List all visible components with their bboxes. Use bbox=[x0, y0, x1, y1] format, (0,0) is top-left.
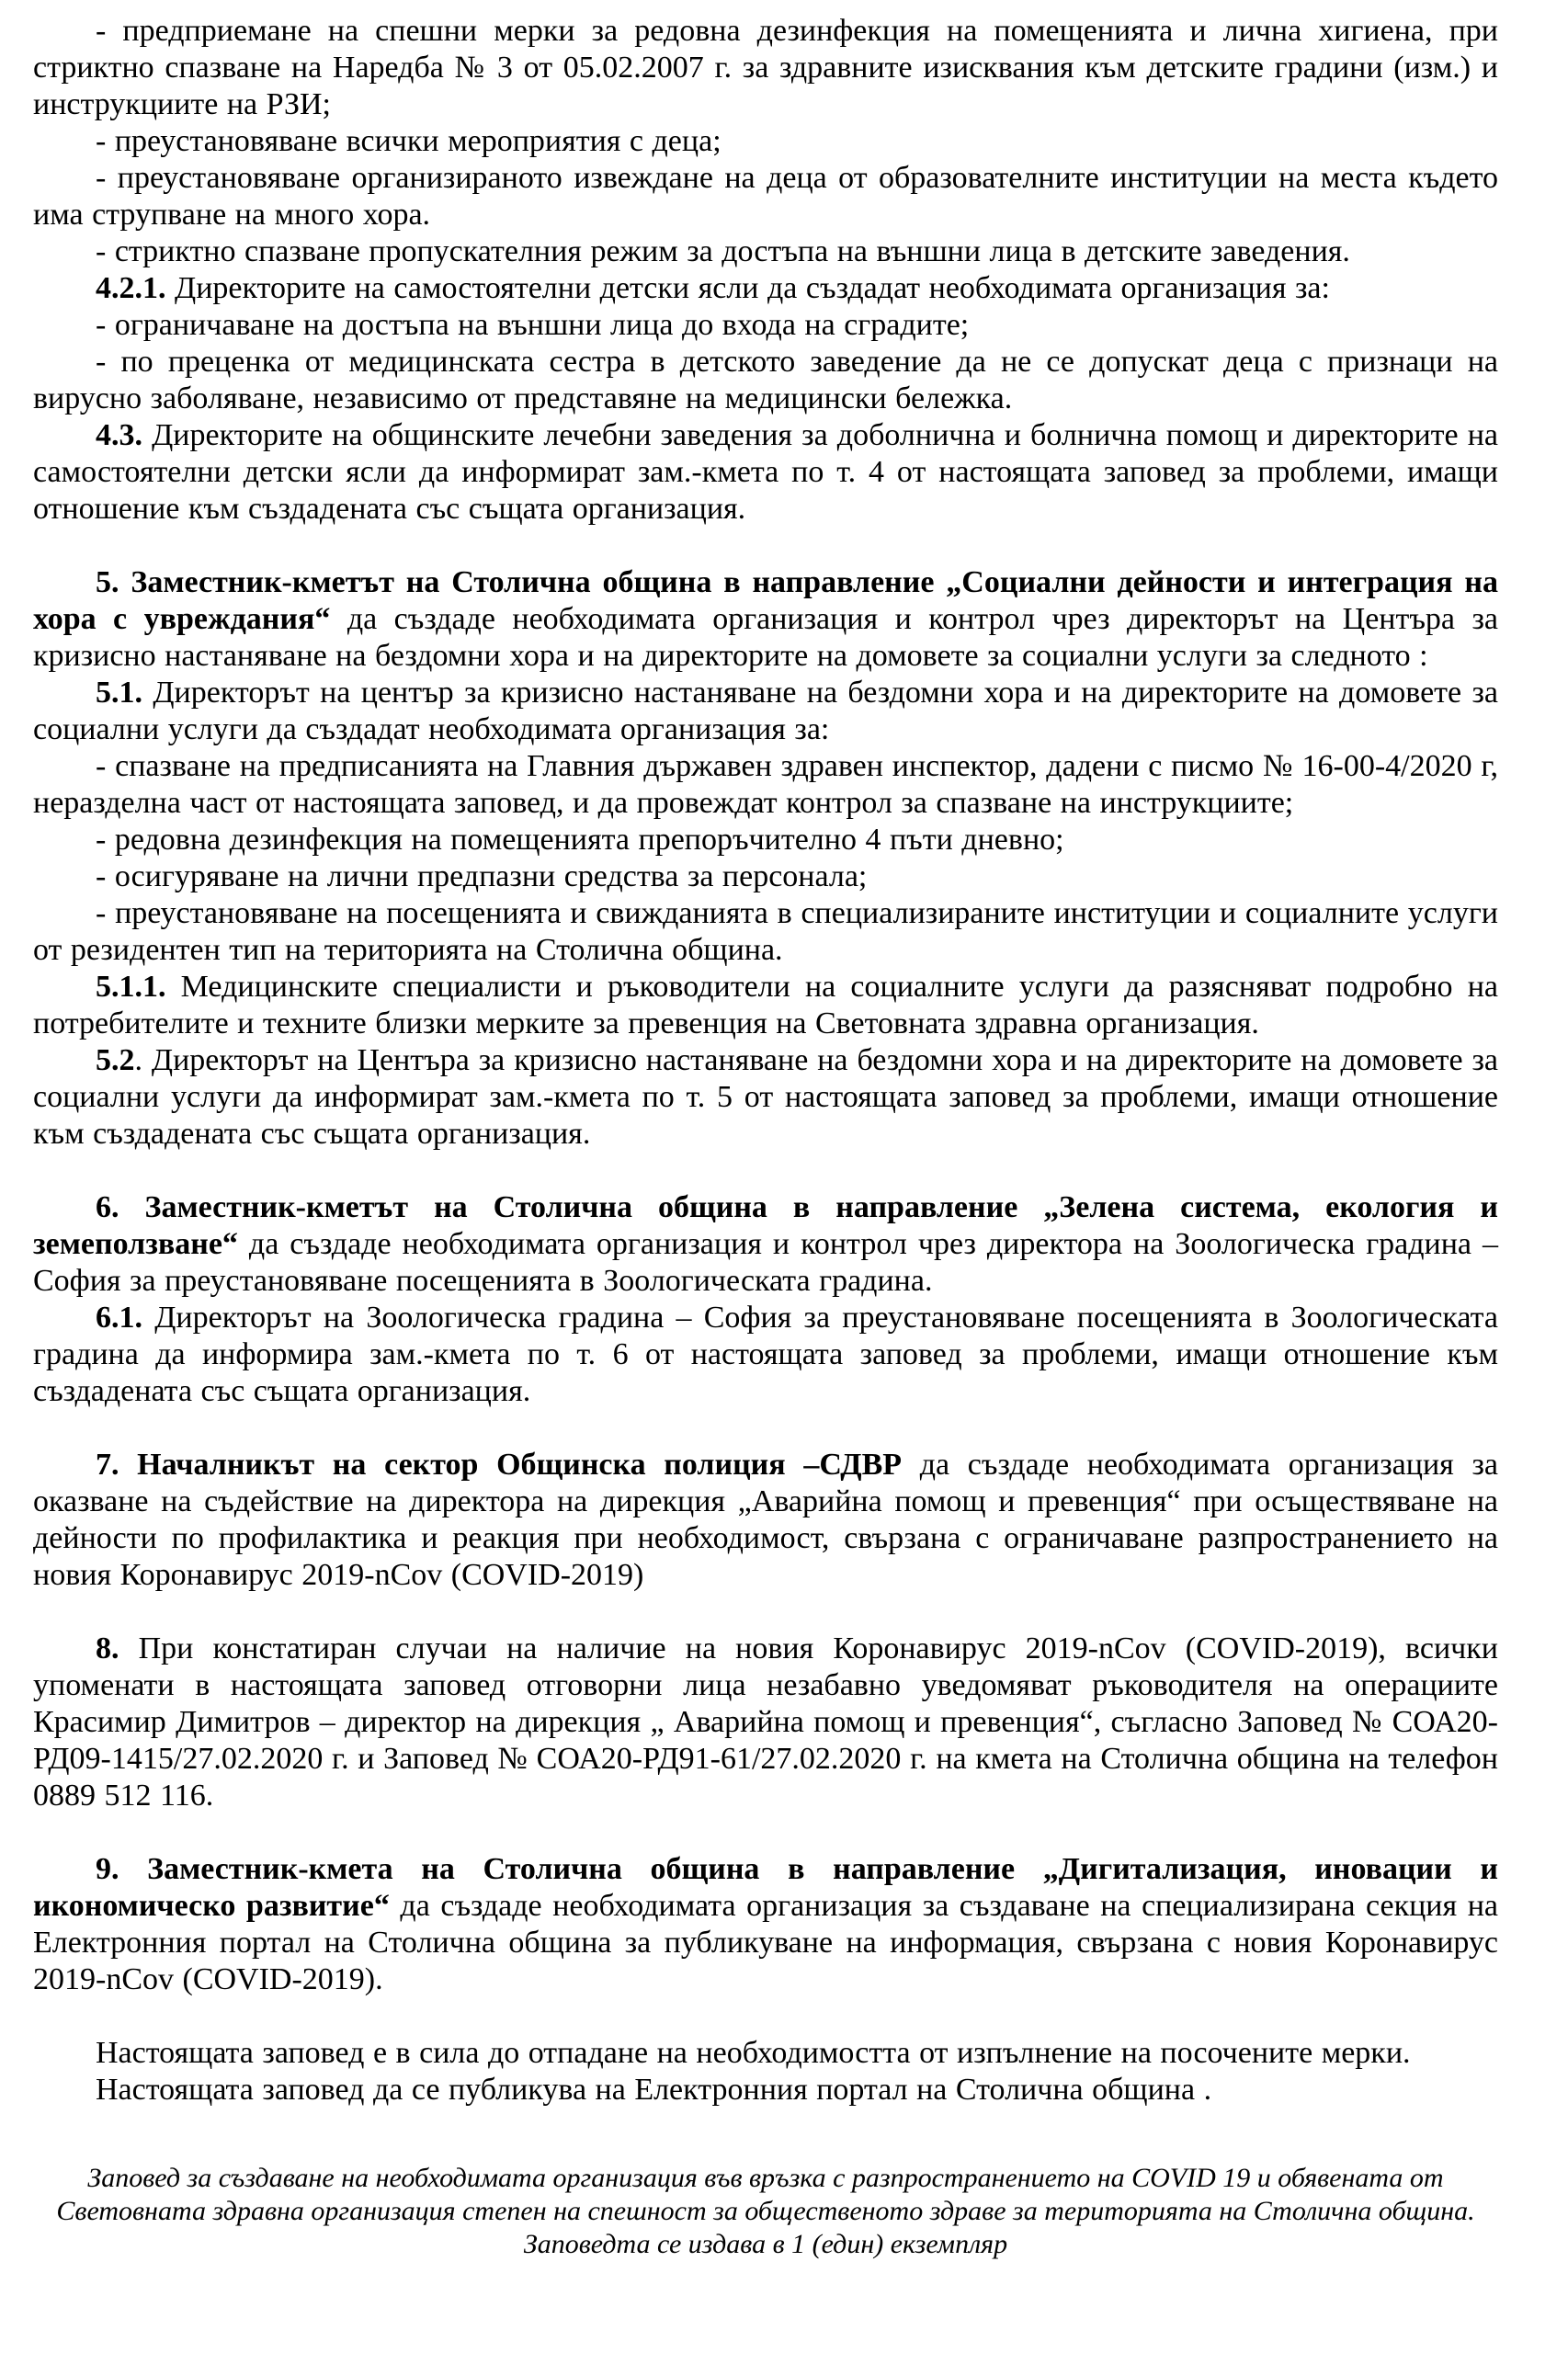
closing-publication-statement bbox=[33, 2072, 1498, 2109]
bullet-urgent-disinfection-measures bbox=[33, 13, 1498, 123]
clause-lead: 5. Заместник-кметът на Столична община в направление „Социални дейности и интеграция на хора с увреждания“ bbox=[33, 565, 1498, 636]
blank-line bbox=[33, 2109, 1498, 2162]
clause-6-1 bbox=[33, 1300, 1498, 1410]
blank-line bbox=[33, 1594, 1498, 1631]
clause-lead: 7. Началникът на сектор Общинска полиция –СДВР bbox=[96, 1448, 903, 1482]
bullet-suspend-organized-outings bbox=[33, 160, 1498, 233]
paragraph-text: - предприемане на спешни мерки за редовна дезинфекция на помещенията и лична хигиена, при стриктно спазване на Наредба № 3 от 05.02.2007 г. за здравните изисквания към детските градини (изм.) и инструкциите на РЗИ; bbox=[33, 14, 1498, 121]
paragraph-text: да създаде необходимата организация за оказване на съдействие на директора на дирекция „Аварийна помощ и превенция“ при осъществяване на дейности по профилактика и реакция при необходимост, свързана с ограничаване разпространението на новия Коронавирус 2019-nCov (COVID-2019) bbox=[33, 1448, 1498, 1592]
clause-number: 8. bbox=[96, 1631, 119, 1665]
clause-5-1-1 bbox=[33, 969, 1498, 1042]
clause-8 bbox=[33, 1631, 1498, 1814]
paragraph-text: - ограничаване на достъпа на външни лица до входа на сградите; bbox=[96, 308, 970, 342]
bullet-suspend-visits bbox=[33, 895, 1498, 969]
bullet-nurse-assessment bbox=[33, 344, 1498, 417]
clause-number: 4.3. bbox=[96, 418, 142, 452]
paragraph-text: Настоящата заповед да се публикува на Електронния портал на Столична община . bbox=[96, 2073, 1212, 2107]
paragraph-text: Настоящата заповед е в сила до отпадане на необходимостта от изпълнение на посочените мерки. bbox=[96, 2036, 1411, 2070]
paragraph-text: Заповед за създаване на необходимата организация във връзка с разпространението на COVID 19 и обявената от Световната здравна организация степен на спешност за общественото здраве за територията на Столична община. bbox=[56, 2163, 1475, 2226]
paragraph-text: - стриктно спазване пропускателния режим за достъпа на външни лица в детските заведения. bbox=[96, 234, 1350, 268]
paragraph-text: - спазване на предписанията на Главния държавен здравен инспектор, дадени с писмо № 16-00-4/2020 г, неразделна част от настоящата заповед, и да провеждат контрол за спазване на инструкциите; bbox=[33, 749, 1498, 820]
blank-line bbox=[33, 1998, 1498, 2035]
bullet-restrict-outside-access bbox=[33, 307, 1498, 344]
clause-9 bbox=[33, 1851, 1498, 1998]
footnote-order-description bbox=[33, 2162, 1498, 2228]
paragraph-text: да създаде необходимата организация и контрол чрез директорът на Центъра за кризисно настаняване на бездомни хора и на директорите на домовете за социални услуги за следното : bbox=[33, 602, 1498, 673]
footnote-single-copy bbox=[33, 2228, 1498, 2261]
paragraph-text: да създаде необходимата организация за създаване на специализирана секция на Електронния портал на Столична община за публикуване на информация, свързана с новия Коронавирус 2019-nCov (COVID-2019). bbox=[33, 1889, 1498, 1996]
clause-4-3 bbox=[33, 417, 1498, 528]
paragraph-text: . Директорът на Центъра за кризисно настаняване на бездомни хора и на директорите на домовете за социални услуги да информират зам.-кмета по т. 5 от настоящата заповед за проблеми, имащи отношение към създадената със същата организация. bbox=[33, 1043, 1498, 1151]
paragraph-text: - преустановяване на посещенията и свижданията в специализираните институции и социалните услуги от резидентен тип на територията на Столична община. bbox=[33, 896, 1498, 967]
clause-number: 5.2 bbox=[96, 1043, 135, 1077]
clause-6 bbox=[33, 1189, 1498, 1300]
clause-number: 4.2.1. bbox=[96, 271, 166, 305]
paragraph-text: - преустановяване всички мероприятия с деца; bbox=[96, 124, 722, 158]
blank-line bbox=[33, 528, 1498, 564]
bullet-follow-inspector-prescriptions bbox=[33, 748, 1498, 822]
clause-number: 5.1. bbox=[96, 676, 142, 710]
bullet-strict-access-regime bbox=[33, 233, 1498, 270]
paragraph-text: - осигуряване на лични предпазни средства за персонала; bbox=[96, 859, 868, 893]
paragraph-text: При констатиран случаи на наличие на новия Коронавирус 2019-nCov (COVID-2019), всички упоменати в настоящата заповед отговорни лица незабавно уведомяват ръководителя на операциите Красимир Димитров – директор на дирекция „ Аварийна помощ и превенция“, съгласно Заповед № СОА20-РД09-1415/27.02.2020 г. и Заповед № СОА20-РД91-61/27.02.2020 г. на кмета на Столична община на телефон 0889 512 116. bbox=[33, 1631, 1498, 1813]
blank-line bbox=[33, 1814, 1498, 1851]
paragraph-text: Медицинските специалисти и ръководители на социалните услуги да разясняват подробно на потребителите и техните близки мерките за превенция на Световната здравна организация. bbox=[33, 970, 1498, 1040]
clause-lead: 9. Заместник-кмета на Столична община в направление „Дигитализация, иновации и икономическо развитие“ bbox=[33, 1852, 1498, 1923]
closing-validity-statement bbox=[33, 2035, 1498, 2072]
bullet-personal-protective-equipment bbox=[33, 858, 1498, 895]
clause-number: 5.1.1. bbox=[96, 970, 166, 1004]
bullet-suspend-children-events bbox=[33, 123, 1498, 160]
clause-number: 6.1. bbox=[96, 1301, 142, 1335]
clause-7 bbox=[33, 1447, 1498, 1594]
blank-line bbox=[33, 1410, 1498, 1447]
clause-4-2-1 bbox=[33, 270, 1498, 307]
paragraph-text: Директорите на самостоятелни детски ясли да създадат необходимата организация за: bbox=[165, 271, 1330, 305]
paragraph-text: - преустановяване организираното извеждане на деца от образователните институции на места където има струпване на много хора. bbox=[33, 161, 1498, 232]
paragraph-text: Директорите на общинските лечебни заведения за доболнична и болнична помощ и директорите на самостоятелни детски ясли да информират зам.-кмета по т. 4 от настоящата заповед за проблеми, имащи отношение към създадената със същата организация. bbox=[33, 418, 1498, 526]
paragraph-text: - редовна дезинфекция на помещенията препоръчително 4 пъти дневно; bbox=[96, 823, 1064, 857]
bullet-regular-disinfection bbox=[33, 822, 1498, 858]
paragraph-text: Директорът на център за кризисно настаняване на бездомни хора и на директорите на домовете за социални услуги да създадат необходимата организация за: bbox=[33, 676, 1498, 746]
paragraph-text: Директорът на Зоологическа градина – София за преустановяване посещенията в Зоологическата градина да информира зам.-кмета по т. 6 от настоящата заповед за проблеми, имащи отношение към създадената със същата организация. bbox=[33, 1301, 1498, 1408]
blank-line bbox=[33, 1153, 1498, 1189]
clause-5-2 bbox=[33, 1042, 1498, 1153]
paragraph-text: - по преценка от медицинската сестра в детското заведение да не се допускат деца с признаци на вирусно заболяване, независимо от представяне на медицински бележка. bbox=[33, 345, 1498, 415]
clause-lead: 6. Заместник-кметът на Столична община в направление „Зелена система, екология и земеползване“ bbox=[33, 1190, 1498, 1261]
paragraph-text: да създаде необходимата организация и контрол чрез директора на Зоологическа градина – София за преустановяване посещенията в Зоологическата градина. bbox=[33, 1227, 1498, 1298]
paragraph-text: Заповедта се издава в 1 (един) екземпляр bbox=[523, 2229, 1008, 2259]
clause-5-1 bbox=[33, 675, 1498, 748]
clause-5 bbox=[33, 564, 1498, 675]
